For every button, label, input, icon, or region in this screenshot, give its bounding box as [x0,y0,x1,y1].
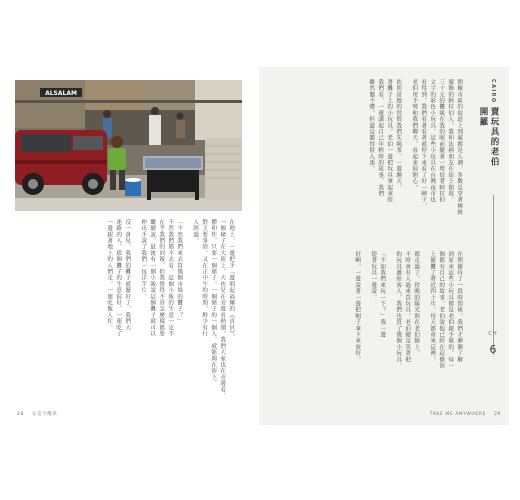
running-title: TAKE ME ANYWHERE [429,412,487,417]
text-column: 不時會有人過來買玩具，老伯總是笑著把 [404,251,411,363]
text-column: 提著玩具一邊說。 [370,251,377,301]
text-column: 看得到，我們看著看著就停下來看了好一陣子， [420,79,427,210]
text-column: 「不如我們來玩一下？」我一邊 [379,251,386,338]
text-column: 到原來這些小玩具都是老伯親手做的，每一 [447,251,454,369]
text-column: 繼續說，最後有一個小販說這個攤子就可以 [149,219,156,337]
text-column: 老伯用手勢和我們聊天，看起來很開心。 [411,79,418,191]
text-column: 一個豬子在大街上，大伙兒在旁邊看熱鬧，我們大家也在旁邊看， [219,219,226,399]
text-column: 在乎我們的回報，但我覺得不管怎麼樣都要 [158,219,165,337]
chapter-city-label: CAIRO [490,79,496,104]
text-column: 文字的彩色小玩具，這些小玩具在台灣夜市也 [429,79,436,203]
page-number: 29 [494,412,501,417]
text-column: 人經過。 [192,219,199,244]
text-column: 個都有自己的故事，老伯說他已經在這條街 [438,251,445,369]
page-footer-left [17,411,57,417]
text-column: 依照當地的習慣我們先喝茶，一邊聊天， [395,79,402,191]
chapter-number: 6 [489,343,497,356]
text-column: 我們看，一邊講起自己年輕時的故事，我們 [377,79,384,197]
text-column: 迷路的人，那個攤子的生意很好，一連吃了 [115,219,122,337]
text-column: 「不然我們來去買幾個市場的攤子？」 [176,219,183,325]
text-column: 上擺攤了將近四十年，每天都會來這裡。 [429,251,436,363]
chapter-title-line2: 賣玩具的老伯 [489,107,499,167]
text-column: 開羅市區的街道上到處都是人潮，多數是穿著傳統 [456,79,463,216]
text-column: 服飾的阿拉伯人，我和法國朋友在街上閒逛， [447,79,454,203]
chapter-label: CH [488,331,498,337]
text-column: 對主要事情，又在正中午的時間，鮮少有行 [201,219,208,337]
running-title: 在這不醒來 [31,412,58,417]
text-column: 在地上，一邊把手「邊唱起福爾的《真員》， [228,219,235,341]
text-column: 著攤子上的小玩具，老伯一邊把玩具拿起來給 [386,79,393,203]
text-column: 都走過了，傍晚的陽光照在老伯臉上， [413,251,420,357]
text-column: 體和作，只要一個豬子，一個豬子的一個人，就能夠在街上， [210,219,217,387]
photo-illustration [15,80,242,211]
text-column: 不然我們都不去看，這個小販的生意一定不 [167,219,174,337]
text-column: 三十元的攤販在我的眼前擺著一堆寫著阿拉伯 [438,79,445,203]
text-column: 的玩具遞給客人，我們也買了幾個小玩具。 [395,251,402,369]
right-page [259,67,509,425]
text-column: 伸出手說了我們一包洋芋片。 [140,219,147,300]
text-column: 在開羅待了一段時間後，我們才漸漸了解 [456,251,463,363]
text-column: 好啊，一邊說著一邊把帽子拿下來放好。 [354,251,361,363]
chapter-title-line1: 開羅 [478,107,488,127]
page-footer-right [430,412,501,417]
left-page [9,67,253,425]
text-column: 雖然聽不懂，但還是聽得很入迷。 [368,79,375,172]
page-number: 28 [17,412,24,417]
text-column: 沒一會兒，我們的攤子就擺好了，我們大 [124,219,131,331]
street-vendor-photo [15,80,242,211]
shop-sign-text: ALSALAM [45,90,77,97]
text-column: 一邊跟著地上的人們走，一連吃飯人住。 [106,219,113,331]
